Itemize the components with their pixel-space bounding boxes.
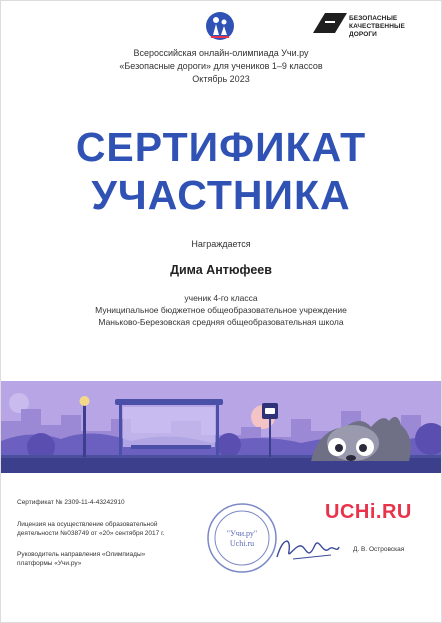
head-line-2: платформы «Учи.ру» xyxy=(17,560,82,567)
road-stripe-icon xyxy=(313,13,347,33)
logo-line-1: БЕЗОПАСНЫЕ xyxy=(349,15,398,22)
stamp-text-2: Uchi.ru xyxy=(229,539,255,548)
recipient-name: Дима Антюфеев xyxy=(170,263,272,277)
recipient-grade: ученик 4-го класса xyxy=(184,293,258,303)
license-line-1: Лицензия на осуществление образовательной xyxy=(17,521,158,528)
footer-details xyxy=(17,498,164,568)
school-line-2: Маньково-Березовская средняя общеобразовательная школа xyxy=(98,317,344,327)
header-line-2: «Безопасные дороги» для учеников 1–9 классов xyxy=(119,61,323,71)
official-stamp-icon xyxy=(205,501,279,575)
logo-line-2: КАЧЕСТВЕННЫЕ ДОРОГИ xyxy=(349,23,405,38)
head-line-1: Руководитель направления «Олимпиады» xyxy=(17,551,146,558)
logos-row xyxy=(1,11,441,39)
signer-name: Д. В. Островская xyxy=(353,546,405,553)
school-line-1: Муниципальное бюджетное общеобразовательное учреждение xyxy=(95,305,347,315)
stamp-text-1: "Учи.ру" xyxy=(226,529,258,538)
license-info xyxy=(17,520,164,538)
uchi-ru-logo: UCHi.RU xyxy=(325,501,412,523)
safe-roads-logo xyxy=(313,13,423,37)
header-date: Октябрь 2023 xyxy=(192,74,250,84)
certificate-number: Сертификат № 2309-11-4-43242910 xyxy=(17,499,125,506)
header-line-1: Всероссийская онлайн-олимпиада Учи.ру xyxy=(133,48,309,58)
title-line-1: СЕРТИФИКАТ xyxy=(75,124,367,170)
kids-safety-logo-icon xyxy=(205,11,235,41)
license-line-2: деятельности №038749 от «20» сентября 2017 г. xyxy=(17,530,165,537)
bus-stop-illustration xyxy=(1,381,441,473)
safe-roads-logo-text xyxy=(349,15,423,39)
head-title xyxy=(17,550,164,568)
title-line-2: УЧАСТНИКА xyxy=(91,172,351,218)
recipient-info xyxy=(1,292,441,328)
signature-icon xyxy=(273,531,343,567)
awarded-label: Награждается xyxy=(191,239,251,249)
olympiad-header xyxy=(1,47,441,86)
certificate-title xyxy=(1,123,441,219)
